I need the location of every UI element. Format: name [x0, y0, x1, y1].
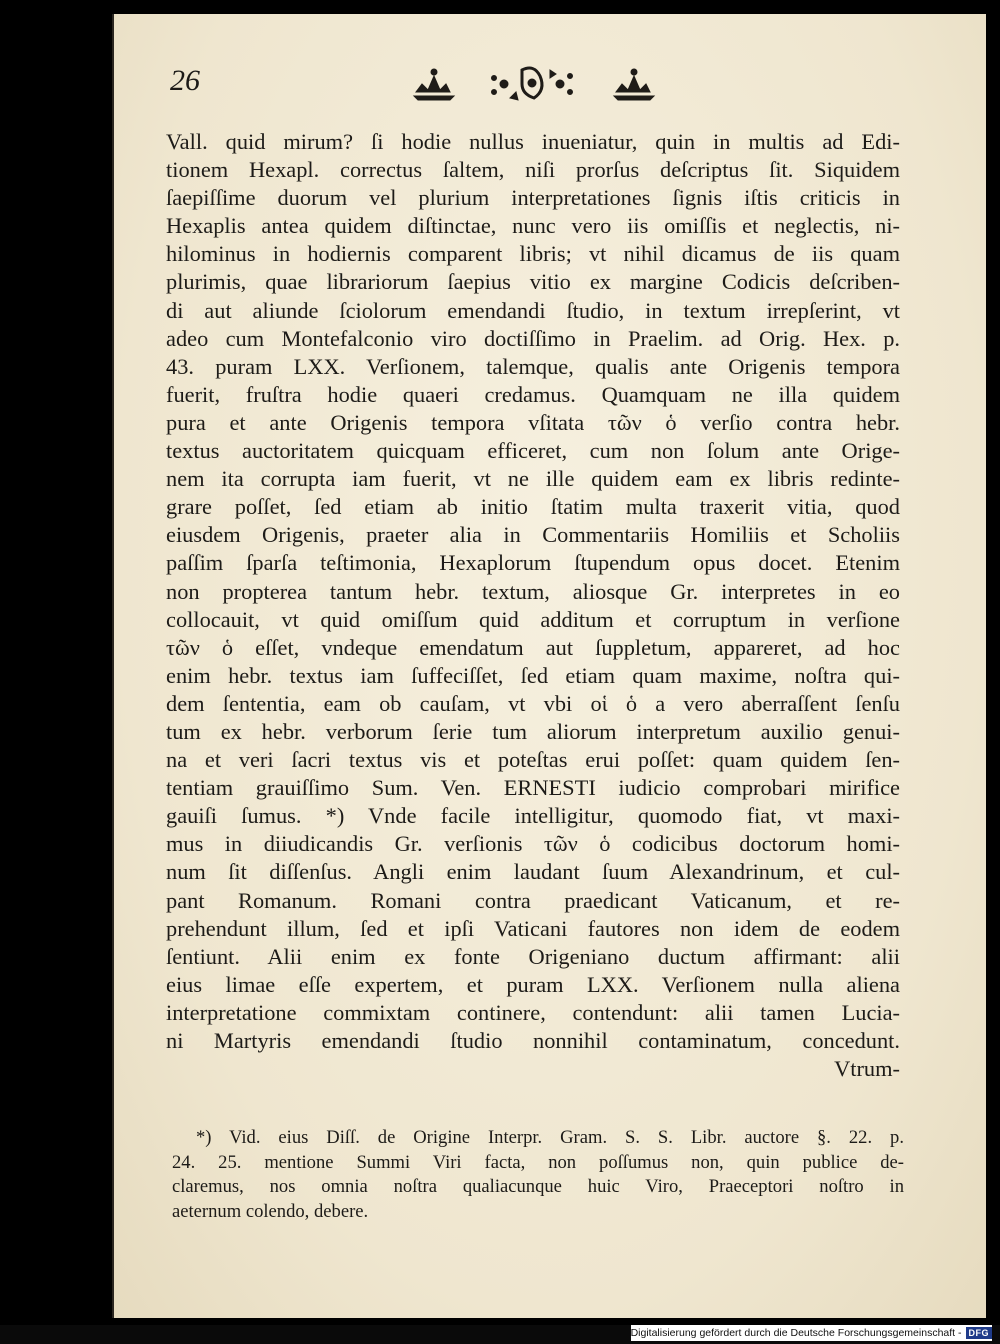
text-line: enim hebr. textus iam ſuffeciſſet, ſed etiam quam maxime, noſtra qui-	[166, 662, 900, 688]
text-line: Vall. quid mirum? ſi hodie nullus inueniatur, quin in multis ad Edi-	[166, 129, 900, 154]
text-line: grare poſſet, ſed etiam ab initio ſtatim multa traxerit vitia, quod	[166, 494, 900, 520]
text-line: di aut aliunde ſciolorum emendandi ſtudio, in textum irrepſerint, vt	[166, 297, 900, 323]
text-line: tentiam grauiſſimo Sum. Ven. ERNESTI iudicio comprobari mirifice	[166, 775, 900, 801]
text-line: dem ſententia, eam ob cauſam, vt vbi οἱ ὁ a vero aberraſſent ſenſu	[166, 690, 900, 716]
text-line: mus in diiudicandis Gr. verſionis τῶν ὁ codicibus doctorum homi-	[166, 831, 900, 857]
footnote-line: 24. 25. mentione Summi Viri facta, non poſſumus non, quin publice de-	[172, 1151, 904, 1173]
text-line: tionem Hexapl. correctus ſaltem, niſi prorſus deſcriptus ſit. Siquidem	[166, 157, 900, 183]
footnote-line: aeternum colendo, debere.	[172, 1200, 369, 1222]
text-line: fuerit, fruſtra hodie quaeri credamus. Quamquam ne illa quidem	[166, 381, 900, 407]
text-line: collocauit, vt quid omiſſum quid additum et corruptum in verſione	[166, 606, 900, 632]
main-text-block	[166, 128, 900, 1083]
text-line: nem ita corrupta iam fuerit, vt ne ille quidem eam ex libris redinte-	[166, 466, 900, 492]
text-line: num ſit diſſenſus. Angli enim laudant ſuum Alexandrinum, et cul-	[166, 859, 900, 885]
text-line: ſentiunt. Alii enim ex fonte Origeniano ductum affirmant: alii	[166, 943, 900, 969]
digitization-credit	[631, 1325, 992, 1341]
text-line: prehendunt illum, ſed et ipſi Vaticani fautores non idem de eodem	[166, 915, 900, 941]
credit-text: Digitalisierung gefördert durch die Deutsche Forschungsgemeinschaft -	[630, 1327, 962, 1339]
text-line: eius limae eſſe expertem, et puram LXX. Verſionem nulla aliena	[166, 971, 900, 997]
text-line: na et veri ſacri textus vis et poteſtas erui poſſet: quam quidem ſen-	[166, 747, 900, 773]
text-line: pant Romanum. Romani contra praedicant Vaticanum, et re-	[166, 887, 900, 913]
footnote-line: claremus, nos omnia noſtra qualiacunque huic Viro, Praeceptori noſtro in	[172, 1176, 904, 1197]
text-line: paſſim ſparſa teſtimonia, Hexaplorum ſtupendum opus docet. Etenim	[166, 550, 900, 576]
text-line: adeo cum Montefalconio viro doctiſſimo in Praelim. ad Orig. Hex. p.	[166, 325, 900, 351]
dfg-logo-icon: DFG	[966, 1327, 993, 1339]
text-line: gauiſi ſumus. *) Vnde facile intelligitur, quomodo fiat, vt maxi-	[166, 803, 900, 829]
footnote-block	[172, 1126, 904, 1224]
text-line: Hexaplis antea quidem diſtinctae, nunc vero iis omiſſis et neglectis, ni-	[166, 213, 900, 239]
text-line: ni Martyris emendandi ſtudio nonnihil contaminatum, concedunt.	[166, 1028, 900, 1053]
text-line: hilominus in hodiernis comparent libris; vt nihil dicamus de iis quam	[166, 241, 900, 267]
text-line: ſaepiſſime duorum vel plurium interpretationes ſignis iſtis criticis in	[166, 185, 900, 211]
text-line: plurimis, quae librariorum ſaepius vitio ex margine Codicis deſcriben-	[166, 269, 900, 295]
text-line: textus auctoritatem quicquam efficeret, cum non ſolum ante Orige-	[166, 438, 900, 464]
catchword: Vtrum-	[834, 1056, 900, 1082]
text-line: tum ex hebr. verborum ſerie tum aliorum interpretum auxilio genui-	[166, 718, 900, 744]
decorative-headpiece-icon	[410, 62, 658, 106]
footnote-line: *) Vid. eius Diſſ. de Origine Interpr. Gram. S. S. Libr. auctore §. 22. p.	[196, 1127, 904, 1148]
page-number: 26	[170, 64, 200, 97]
text-line: τῶν ὁ eſſet, vndeque emendatum aut ſuppletum, appareret, ad hoc	[166, 634, 900, 660]
text-line: non propterea tantum hebr. textum, aliosque Gr. interpretes in eo	[166, 578, 900, 604]
text-line: pura et ante Origenis tempora vſitata τῶν ὁ verſio contra hebr.	[166, 409, 900, 435]
text-line: eiusdem Origenis, praeter alia in Commentariis Homiliis et Scholiis	[166, 522, 900, 548]
text-line: interpretatione commixtam continere, contendunt: alii tamen Lucia-	[166, 999, 900, 1025]
text-line: 43. puram LXX. Verſionem, talemque, qualis ante Origenis tempora	[166, 353, 900, 379]
